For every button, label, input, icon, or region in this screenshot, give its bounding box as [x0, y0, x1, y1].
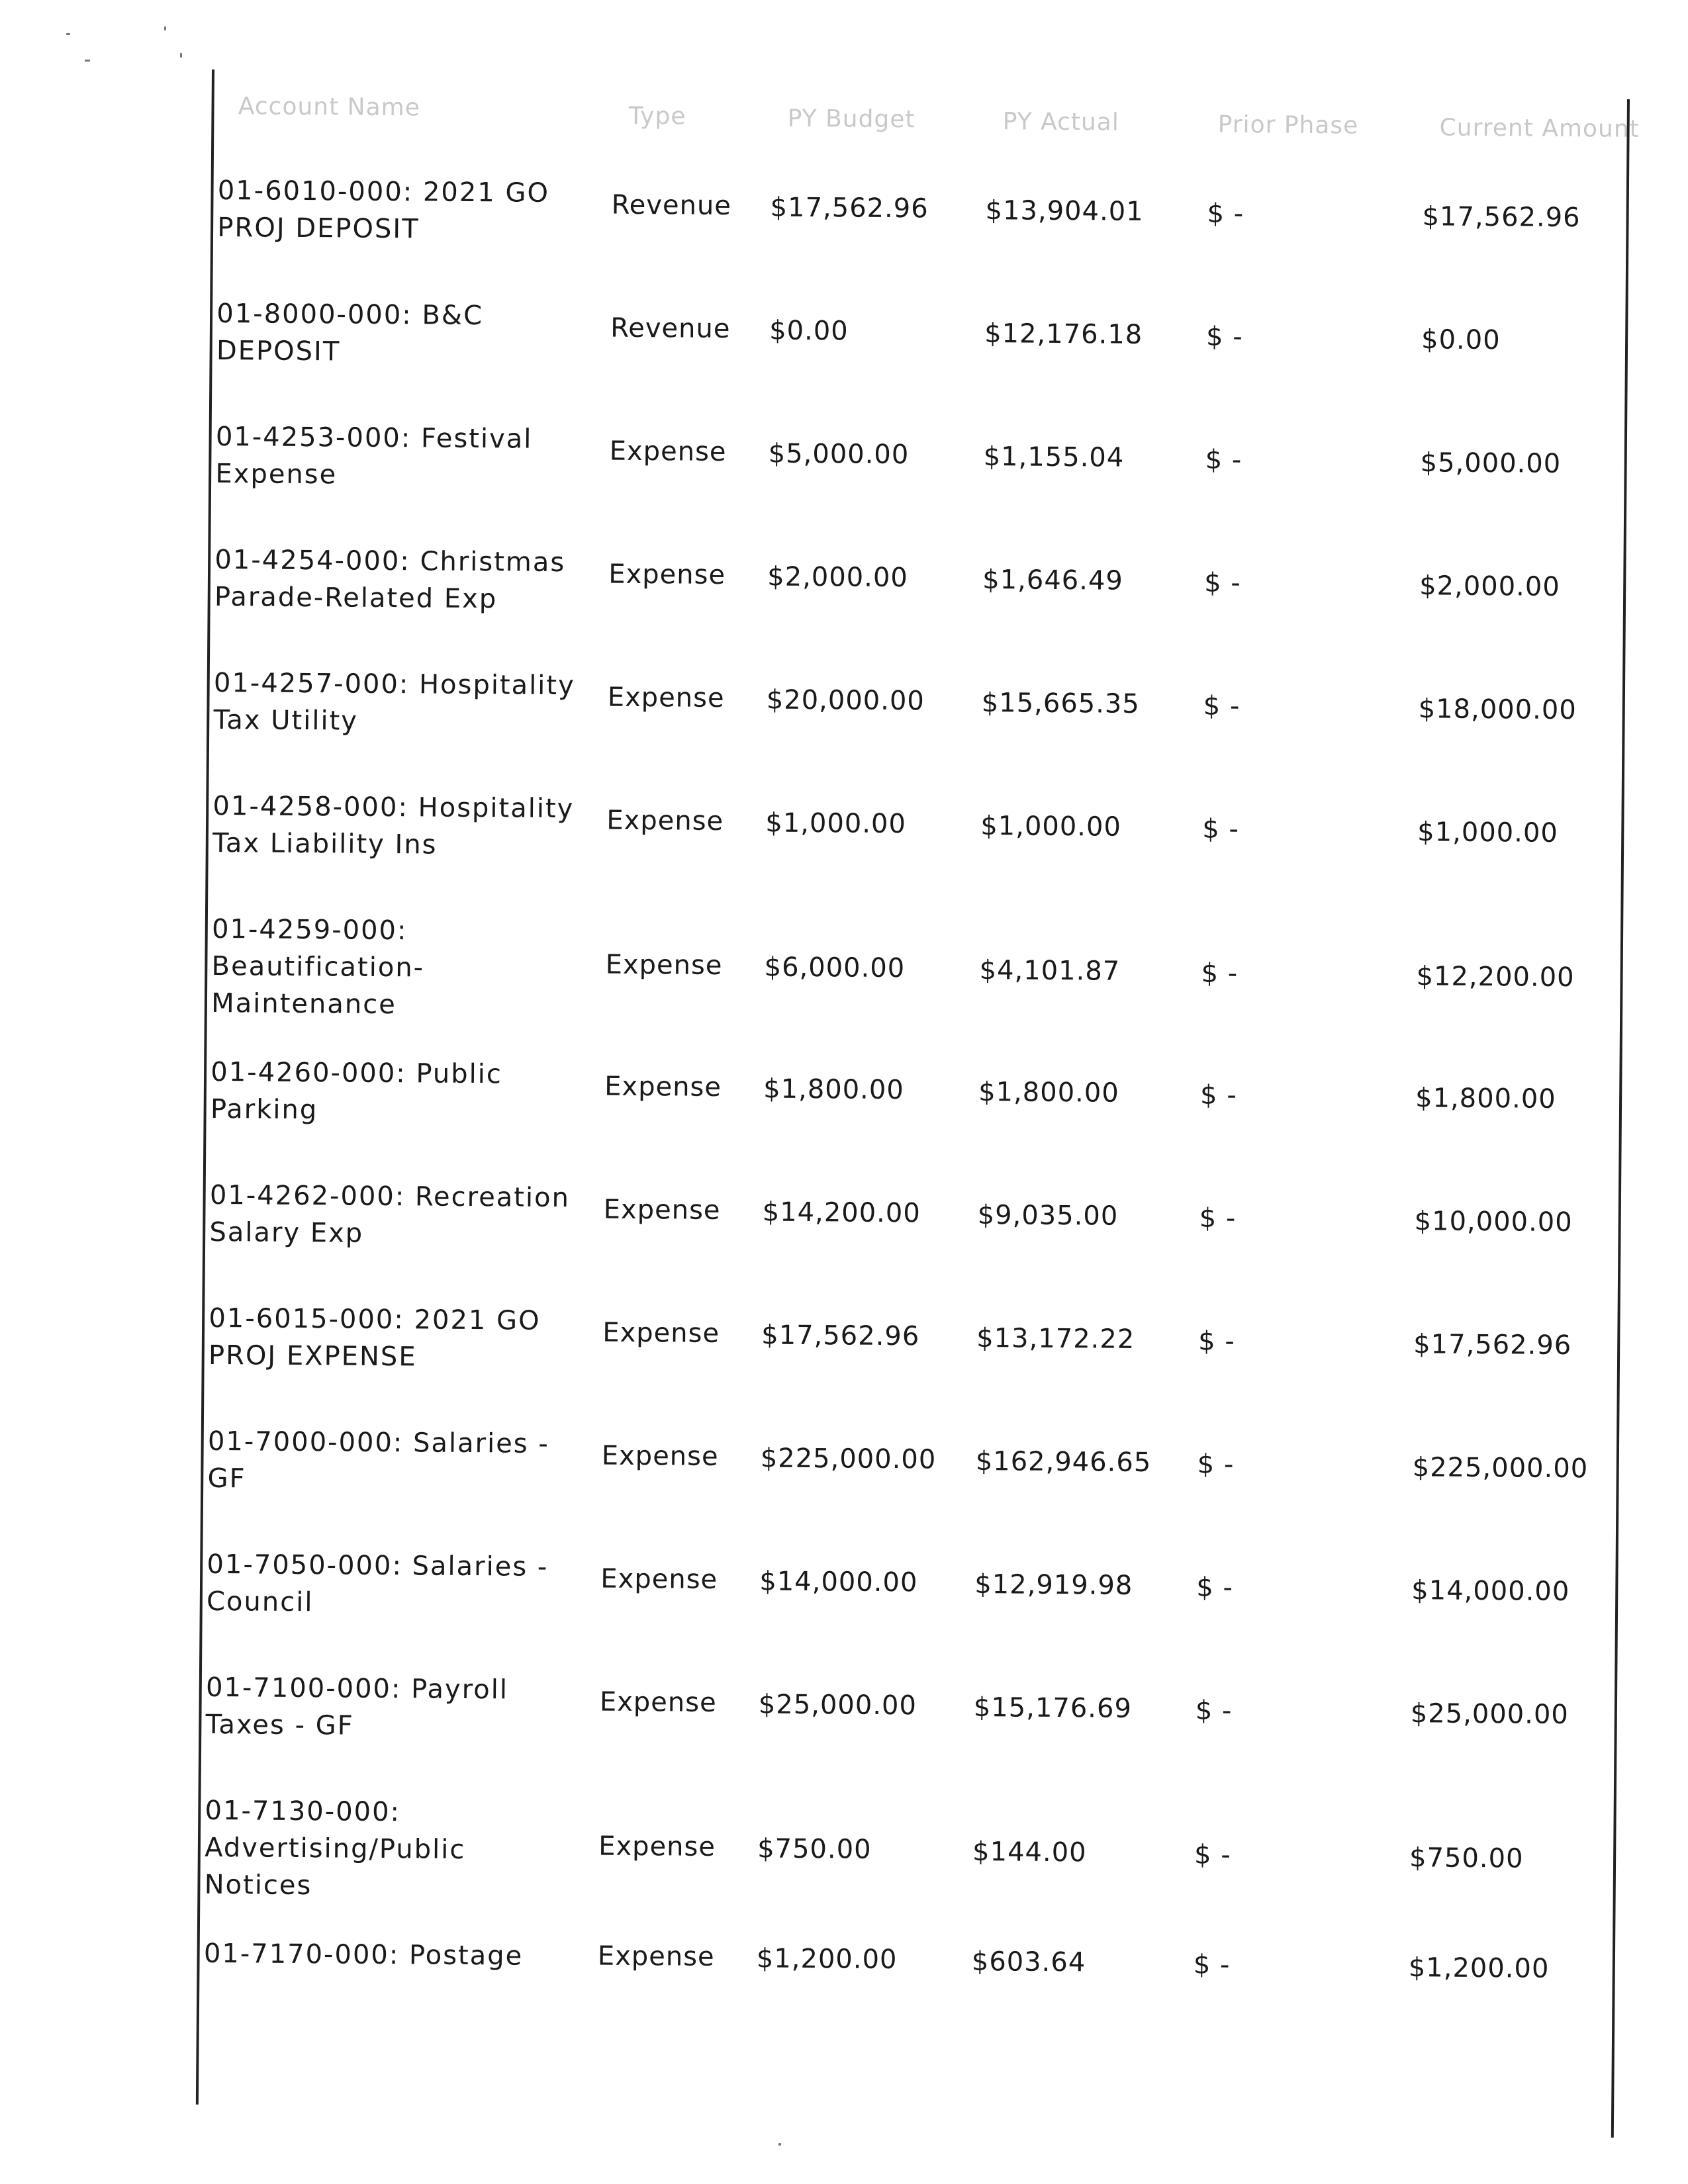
account-name: 01-7100-000: Payroll Taxes - GF [205, 1672, 509, 1741]
py-budget-value: $2,000.00 [767, 561, 909, 594]
prior-phase-value: $ - [1204, 567, 1242, 599]
py-budget-value: $225,000.00 [760, 1443, 937, 1475]
prior-phase-value: $ - [1207, 198, 1244, 230]
account-type: Expense [603, 1194, 721, 1226]
account-name: 01-4259-000: Beautification-Maintenance [211, 913, 425, 1021]
prior-phase-value: $ - [1203, 690, 1241, 722]
account-name: 01-4257-000: Hospitality Tax Utility [213, 667, 575, 737]
py-budget-value: $0.00 [769, 315, 849, 347]
py-budget-value: $1,200.00 [756, 1943, 898, 1976]
py-actual-value: $1,800.00 [978, 1077, 1119, 1109]
py-actual-value: $603.64 [971, 1946, 1086, 1978]
scan-speck [85, 60, 90, 62]
account-name: 01-4262-000: Recreation Salary Exp [209, 1179, 571, 1249]
account-name: 01-8000-000: B&C DEPOSIT [216, 298, 484, 367]
account-type: Expense [601, 1440, 719, 1472]
account-type: Expense [600, 1563, 718, 1595]
py-budget-value: $17,562.96 [770, 192, 929, 224]
py-actual-value: $4,101.87 [979, 955, 1121, 987]
account-name: 01-4254-000: Christmas Parade-Related Exp [214, 544, 566, 615]
prior-phase-value: $ - [1205, 444, 1243, 476]
py-budget-value: $14,200.00 [762, 1197, 921, 1229]
py-budget-value: $25,000.00 [758, 1689, 917, 1721]
scan-speck [164, 26, 166, 30]
current-amount-value: $0.00 [1421, 324, 1501, 356]
py-actual-value: $144.00 [972, 1837, 1087, 1868]
prior-phase-value: $ - [1193, 1949, 1231, 1981]
current-amount-value: $1,800.00 [1415, 1083, 1556, 1115]
prior-phase-value: $ - [1199, 1203, 1237, 1234]
current-amount-value: $750.00 [1409, 1843, 1524, 1874]
account-type: Expense [606, 805, 724, 837]
table-row [203, 1935, 1607, 2070]
prior-phase-value: $ - [1196, 1572, 1234, 1604]
py-actual-value: $12,176.18 [984, 318, 1143, 350]
account-name: 01-7170-000: Postage [203, 1938, 524, 1972]
account-type: Revenue [610, 312, 731, 345]
budget-table [203, 93, 1640, 2070]
current-amount-value: $1,200.00 [1408, 1952, 1550, 1984]
account-name: 01-4258-000: Hospitality Tax Liability Ins [212, 790, 575, 860]
account-type: Expense [597, 1940, 715, 1972]
account-name: 01-7000-000: Salaries - GF [207, 1426, 549, 1494]
table-row [208, 1300, 1612, 1434]
py-budget-value: $6,000.00 [764, 952, 906, 984]
py-actual-value: $12,919.98 [974, 1569, 1133, 1601]
current-amount-value: $18,000.00 [1418, 694, 1577, 726]
py-budget-value: $14,000.00 [759, 1566, 918, 1598]
py-actual-value: $1,155.04 [983, 441, 1125, 473]
account-name: 01-7050-000: Salaries - Council [206, 1549, 549, 1618]
current-amount-value: $225,000.00 [1412, 1452, 1589, 1484]
py-budget-value: $1,800.00 [763, 1073, 904, 1106]
scan-speck [778, 2143, 781, 2146]
account-name: 01-4260-000: Public Parking [210, 1056, 503, 1126]
account-type: Expense [605, 949, 723, 981]
py-actual-value: $13,904.01 [985, 195, 1144, 227]
py-budget-value: $5,000.00 [768, 438, 910, 471]
table-row [206, 1546, 1610, 1680]
header-account-name: Account Name [238, 93, 421, 122]
py-budget-value: $20,000.00 [766, 684, 925, 717]
py-actual-value: $15,176.69 [973, 1692, 1133, 1724]
account-name: 01-6010-000: 2021 GO PROJ DEPOSIT [217, 175, 550, 245]
table-row [212, 788, 1616, 922]
current-amount-value: $1,000.00 [1417, 817, 1559, 848]
table-header-row [218, 93, 1640, 183]
py-budget-value: $17,562.96 [761, 1320, 920, 1352]
prior-phase-value: $ - [1197, 1449, 1235, 1480]
scan-speck [66, 33, 70, 35]
current-amount-value: $5,000.00 [1420, 447, 1562, 479]
py-actual-value: $15,665.35 [981, 688, 1140, 719]
table-row [209, 1177, 1613, 1311]
current-amount-value: $10,000.00 [1414, 1206, 1573, 1238]
table-row [204, 1792, 1609, 1946]
account-type: Expense [609, 435, 727, 468]
header-py-actual: PY Actual [1002, 108, 1119, 136]
account-name: 01-7130-000: Advertising/Public Notices [204, 1795, 466, 1901]
py-actual-value: $13,172.22 [976, 1323, 1135, 1355]
py-actual-value: $1,646.49 [982, 565, 1124, 596]
header-current-amount: Current Amount [1439, 114, 1640, 143]
account-type: Expense [598, 1831, 716, 1862]
table-row [205, 1669, 1609, 1803]
py-budget-value: $750.00 [757, 1833, 872, 1865]
header-prior-phase: Prior Phase [1217, 111, 1359, 140]
table-row [217, 172, 1621, 306]
account-name: 01-6015-000: 2021 GO PROJ EXPENSE [208, 1302, 541, 1373]
account-type: Expense [608, 559, 726, 591]
prior-phase-value: $ - [1198, 1326, 1236, 1357]
table-row [207, 1423, 1611, 1557]
account-type: Expense [599, 1686, 717, 1718]
current-amount-value: $17,562.96 [1413, 1329, 1572, 1361]
account-type: Expense [602, 1317, 720, 1349]
table-row [213, 664, 1617, 799]
table-row [210, 1054, 1614, 1188]
table-row [214, 541, 1618, 676]
header-py-budget: PY Budget [787, 105, 915, 134]
scan-speck [180, 53, 182, 58]
prior-phase-value: $ - [1205, 321, 1243, 353]
prior-phase-value: $ - [1201, 958, 1239, 989]
table-row [211, 911, 1616, 1065]
prior-phase-value: $ - [1195, 1695, 1233, 1727]
prior-phase-value: $ - [1202, 813, 1240, 845]
account-type: Expense [604, 1071, 722, 1103]
prior-phase-value: $ - [1199, 1079, 1237, 1111]
current-amount-value: $25,000.00 [1410, 1698, 1570, 1731]
py-actual-value: $1,000.00 [980, 811, 1122, 842]
header-type: Type [628, 102, 686, 130]
table-row [216, 295, 1620, 430]
table-row [215, 418, 1619, 553]
current-amount-value: $2,000.00 [1419, 570, 1560, 602]
account-type: Expense [607, 682, 725, 714]
current-amount-value: $12,200.00 [1416, 961, 1575, 993]
account-type: Revenue [611, 189, 732, 222]
current-amount-value: $14,000.00 [1411, 1575, 1570, 1608]
account-name: 01-4253-000: Festival Expense [215, 421, 533, 490]
py-actual-value: $9,035.00 [977, 1200, 1119, 1232]
py-budget-value: $1,000.00 [765, 807, 907, 840]
current-amount-value: $17,562.96 [1422, 201, 1581, 234]
prior-phase-value: $ - [1194, 1839, 1231, 1871]
py-actual-value: $162,946.65 [975, 1446, 1152, 1479]
